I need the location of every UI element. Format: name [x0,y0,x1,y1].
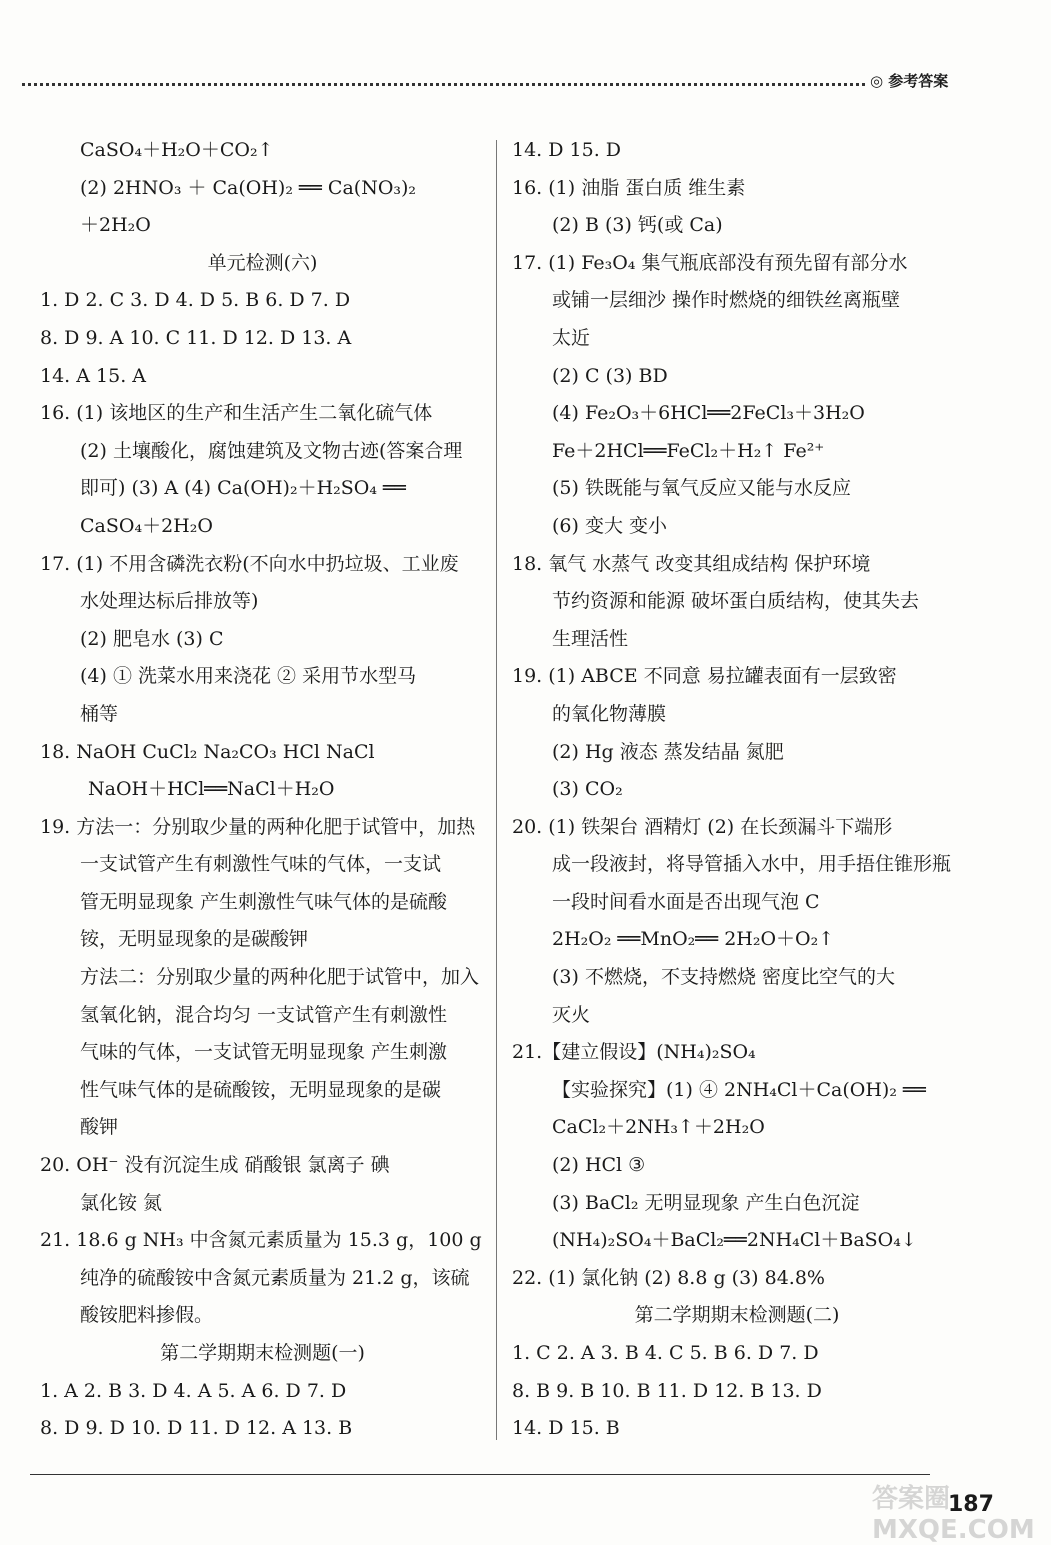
left-text-line: CaSO₄＋H₂O＋CO₂↑ [80,139,274,161]
right-text-line: 灭火 [552,1003,591,1026]
right-text-line: (6) 变大 变小 [552,514,667,537]
left-section-heading: 单元检测(六) [207,251,318,274]
left-text-line: 16. (1) 该地区的生产和生活产生二氧化硫气体 [40,402,433,425]
left-text-line: ＋2H₂O [80,214,151,237]
right-text-line: 节约资源和能源 破坏蛋白质结构，使其失去 [552,590,920,613]
left-text-line: 氯化铵 氮 [80,1191,163,1214]
right-text-line: 或铺一层细沙 操作时燃烧的细铁丝离瓶壁 [552,289,901,312]
header-dotted-rule [22,83,865,86]
right-text-line: (NH₄)₂SO₄＋BaCl₂══2NH₄Cl＋BaSO₄↓ [552,1229,917,1252]
right-text-line: 21.【建立假设】(NH₄)₂SO₄ [512,1041,756,1064]
right-text-line: 20. (1) 铁架台 酒精灯 (2) 在长颈漏斗下端形 [512,815,893,838]
right-text-line: (4) Fe₂O₃＋6HCl══2FeCl₃＋3H₂O [552,402,865,425]
right-text-line: (2) Hg 液态 蒸发结晶 氮肥 [552,740,784,763]
right-text-line: (2) HCl ③ [552,1154,646,1177]
left-text-line: CaSO₄＋2H₂O [80,514,213,537]
left-text-line: 8. D 9. D 10. D 11. D 12. A 13. B [40,1417,353,1440]
right-text-line: 18. 氧气 水蒸气 改变其组成结构 保护环境 [512,552,871,575]
watermark-logo: 答案圈 MXQE.COM [872,1484,1035,1545]
right-section-heading: 第二学期期末检测题(二) [634,1304,840,1327]
left-text-line: 8. D 9. A 10. C 11. D 12. D 13. A [40,326,352,349]
right-text-line: (3) CO₂ [552,778,623,801]
right-text-line: 【实验探究】(1) ④ 2NH₄Cl＋Ca(OH)₂ ══ [552,1078,926,1101]
left-text-line: 1. A 2. B 3. D 4. A 5. A 6. D 7. D [40,1379,347,1402]
right-text-line: (3) BaCl₂ 无明显现象 产生白色沉淀 [552,1191,860,1214]
left-text-line: 桶等 [80,702,119,725]
right-text-line: CaCl₂＋2NH₃↑＋2H₂O [552,1116,765,1139]
left-text-line: 性气味气体的是硫酸铵，无明显现象的是碳 [80,1078,442,1101]
left-text-line: 21. 18.6 g NH₃ 中含氮元素质量为 15.3 g，100 g [40,1229,482,1252]
left-column [40,132,485,1448]
right-text-line: Fe＋2HCl══FeCl₂＋H₂↑ Fe²⁺ [552,439,825,462]
left-text-line: (2) 肥皂水 (3) C [80,627,224,650]
right-text-line: (3) 不燃烧，不支持燃烧 密度比空气的大 [552,966,895,989]
right-text-line: 22. (1) 氯化钠 (2) 8.8 g (3) 84.8% [512,1266,825,1289]
left-text-line: 方法二：分别取少量的两种化肥于试管中，加入 [80,966,480,989]
header-label: ◎ 参考答案 [870,72,949,90]
right-text-line: (2) B (3) 钙(或 Ca) [552,214,723,237]
left-text-line: 1. D 2. C 3. D 4. D 5. B 6. D 7. D [40,289,351,312]
left-text-line: (4) ① 洗菜水用来浇花 ② 采用节水型马 [80,665,417,688]
right-text-line: (2) C (3) BD [552,364,668,387]
right-column [512,132,962,1448]
left-section-heading: 第二学期期末检测题(一) [160,1342,365,1364]
left-text-line: 管无明显现象 产生刺激性气味气体的是硫酸 [80,890,448,913]
right-text-line: 生理活性 [552,627,629,650]
left-text-line: 氢氧化钠，混合均匀 一支试管产生有刺激性 [80,1003,448,1026]
left-text-line: (2) 土壤酸化，腐蚀建筑及文物古迹(答案合理 [80,439,463,462]
left-text-line: 一支试管产生有刺激性气味的气体，一支试 [80,853,442,876]
right-text-line: 的氧化物薄膜 [552,702,667,725]
right-text-line: 14. D 15. D [512,139,622,161]
left-text-line: 纯净的硫酸铵中含氮元素质量为 21.2 g，该硫 [80,1266,470,1289]
left-text-line: NaOH＋HCl══NaCl＋H₂O [88,778,335,801]
footer-rule [30,1474,930,1475]
left-text-line: (2) 2HNO₃ ＋ Ca(OH)₂ ══ Ca(NO₃)₂ [80,176,417,199]
column-divider [496,140,497,1440]
left-text-line: 酸铵肥料掺假。 [80,1304,214,1327]
right-text-line: 一段时间看水面是否出现气泡 C [552,890,820,913]
page-number: 187 [948,1492,994,1517]
right-text-line: 2H₂O₂ ══MnO₂══ 2H₂O＋O₂↑ [552,928,835,951]
right-text-line: 17. (1) Fe₃O₄ 集气瓶底部没有预先留有部分水 [512,251,908,274]
left-text-line: 20. OH⁻ 没有沉淀生成 硝酸银 氯离子 碘 [40,1154,390,1177]
left-text-line: 水处理达标后排放等) [80,590,259,613]
left-text-line: 酸钾 [80,1116,119,1139]
right-text-line: 19. (1) ABCE 不同意 易拉罐表面有一层致密 [512,665,897,688]
left-text-line: 17. (1) 不用含磷洗衣粉(不向水中扔垃圾、工业废 [40,552,459,575]
right-text-line: 16. (1) 油脂 蛋白质 维生素 [512,176,746,199]
left-text-line: 18. NaOH CuCl₂ Na₂CO₃ HCl NaCl [40,740,375,763]
left-text-line: 即可) (3) A (4) Ca(OH)₂＋H₂SO₄ ══ [80,477,406,500]
left-text-line: 14. A 15. A [40,364,146,387]
right-text-line: 8. B 9. B 10. B 11. D 12. B 13. D [512,1379,822,1402]
right-text-line: (5) 铁既能与氧气反应又能与水反应 [552,477,851,500]
left-text-line: 铵，无明显现象的是碳酸钾 [80,928,309,951]
left-text-line: 气味的气体，一支试管无明显现象 产生刺激 [80,1041,448,1064]
right-text-line: 成一段液封，将导管插入水中，用手捂住锥形瓶 [552,853,952,876]
right-text-line: 太近 [552,326,591,349]
right-text-line: 1. C 2. A 3. B 4. C 5. B 6. D 7. D [512,1342,819,1364]
left-text-line: 19. 方法一：分别取少量的两种化肥于试管中，加热 [40,815,476,838]
right-text-line: 14. D 15. B [512,1417,620,1440]
